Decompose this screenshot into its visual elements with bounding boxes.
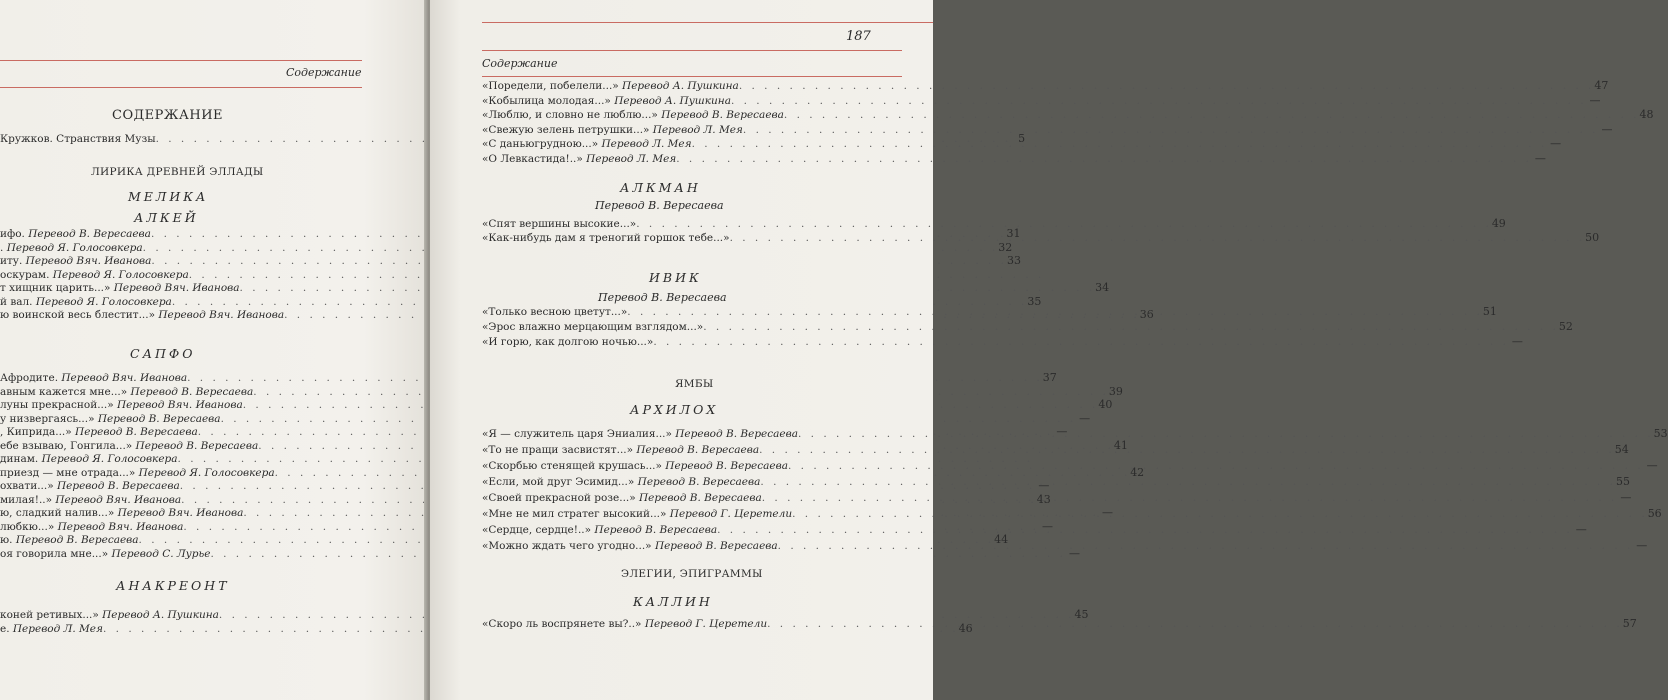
entry-text: «Поредели, побелели...»	[482, 80, 623, 92]
entry-text: у низвергаясь...»	[0, 412, 98, 425]
entry-translator: Перевод В. Вересаева	[28, 228, 151, 240]
entry-text: иту.	[0, 255, 26, 267]
entry-page: 32	[998, 240, 1013, 254]
entry-title	[0, 282, 240, 294]
entry-page: 48	[1639, 108, 1654, 121]
entry-title	[0, 623, 103, 635]
author-heading-arkhiloh: АРХИЛОХ	[630, 402, 719, 417]
entry-page: —	[1575, 523, 1587, 536]
entry-translator: Перевод Г. Церетели	[644, 618, 768, 630]
author-heading-ivik: ИВИК	[649, 270, 702, 285]
entry-page: 31	[1006, 227, 1021, 240]
entry-title	[482, 508, 792, 520]
entry-title	[0, 399, 243, 411]
entry-translator: Перевод С. Лурье	[111, 547, 211, 560]
entry-text: «Сердце, сердце!..»	[482, 524, 595, 536]
entry-text: ифо.	[0, 228, 29, 240]
entry-text: «Если, мой друг Эсимид...»	[482, 476, 638, 488]
entry-page: 33	[1007, 254, 1022, 267]
entry-translator: Перевод Я. Голосовкера	[6, 241, 143, 254]
toc-entry	[0, 269, 358, 281]
entry-text: «Скорбью стенящей крушась...»	[482, 460, 666, 472]
entry-translator: Перевод В. Вересаева	[636, 444, 760, 456]
entry-title	[482, 428, 798, 440]
author-heading-sappho: САПФО	[130, 346, 196, 361]
entry-page: 40	[1098, 398, 1113, 411]
entry-text: оя говорила мне...»	[0, 547, 112, 560]
toc-entry	[482, 122, 1613, 136]
entry-title	[482, 138, 692, 150]
entry-text: «Я — служитель царя Эниалия...»	[482, 428, 676, 440]
entry-translator: Перевод Л. Мея	[12, 623, 103, 635]
author-heading-anakreon: АНАКРЕОНТ	[116, 578, 230, 593]
entry-text: «Только весною цветут...»	[482, 306, 628, 318]
entry-title	[482, 524, 717, 536]
entry-page: 52	[1558, 320, 1573, 333]
entry-translator: Перевод В. Вересаева	[675, 428, 798, 440]
entry-translator: Перевод В. Вересаева	[75, 426, 198, 438]
entry-title	[482, 321, 703, 333]
entry-page: 5	[1018, 132, 1026, 145]
entry-translator: Перевод А. Пушкина	[102, 609, 219, 621]
running-head: Содержание	[482, 57, 558, 70]
entry-title	[0, 494, 181, 506]
entry-title	[0, 413, 221, 425]
entry-page: —	[1646, 459, 1658, 472]
toc-entry	[0, 608, 1089, 621]
header-rule-top	[0, 60, 362, 61]
entry-translator: Перевод Вяч. Иванова	[117, 399, 243, 411]
toc-entry	[0, 240, 1013, 254]
entry-page: 34	[1095, 281, 1110, 294]
entry-text: т хищник царить...»	[0, 282, 114, 294]
entry-translator: Перевод А. Пушкина	[614, 94, 731, 107]
toc-entry	[482, 93, 1601, 107]
entry-text: «Как-нибудь дам я треногий горшок тебе...»	[482, 232, 730, 244]
entry-page: 43	[1036, 492, 1051, 506]
entry-translator: Перевод Я. Голосовкера	[138, 466, 275, 479]
entry-title	[482, 124, 743, 136]
author-heading-kallin: КАЛЛИН	[633, 594, 713, 609]
entry-text: «Свежую зелень петрушки...»	[482, 123, 653, 136]
entry-page: —	[1589, 93, 1601, 107]
entry-translator: Перевод В. Вересаева	[57, 480, 180, 492]
entry-title	[0, 296, 172, 308]
entry-page: 55	[1615, 475, 1630, 488]
entry-page: —	[1550, 137, 1562, 150]
toc-entry	[482, 335, 1523, 348]
entry-title	[482, 218, 636, 230]
entry-page: —	[1101, 506, 1113, 519]
entry-translator: Перевод В. Вересаева	[135, 439, 259, 452]
entry-translator: Перевод В. Вересаева	[661, 109, 784, 121]
entry-translator: Перевод Вяч. Иванова	[113, 282, 240, 294]
header-rule-mid	[482, 50, 902, 51]
entry-text: «О Левкастида!..»	[482, 152, 587, 165]
toc-entry	[0, 411, 1091, 425]
entry-page: —	[1620, 491, 1632, 504]
entry-translator: Перевод В. Вересаева	[654, 540, 778, 552]
entry-text: любкю...»	[0, 520, 58, 533]
toc-entry	[482, 137, 1562, 150]
entry-page: 56	[1647, 507, 1662, 520]
entry-translator: Перевод Вяч. Иванова	[61, 372, 188, 384]
entry-text: ю.	[0, 534, 16, 546]
entry-text: «Можно ждать чего угодно...»	[482, 540, 655, 552]
entry-title	[0, 372, 187, 384]
header-rule-top	[482, 22, 933, 23]
part-heading: ЛИРИКА ДРЕВНЕЙ ЭЛЛАДЫ	[91, 166, 264, 178]
entry-title	[0, 521, 183, 533]
entry-text: е.	[0, 623, 13, 635]
entry-text: приезд — мне отрада...»	[0, 466, 139, 479]
entry-title	[482, 232, 730, 244]
entry-text: «Мне не мил стратег высокий...»	[482, 508, 670, 520]
entry-page: 42	[1130, 465, 1145, 479]
entry-title	[482, 95, 731, 107]
entry-title	[0, 609, 219, 621]
entry-page: 39	[1108, 384, 1123, 398]
entry-title	[482, 460, 788, 472]
entry-page: 47	[1594, 79, 1609, 92]
toc-entry	[482, 217, 1506, 230]
entry-translator: Перевод Л. Мея	[652, 123, 743, 136]
entry-title	[482, 109, 784, 121]
page-number: 187	[846, 29, 871, 44]
alkman-translator: Перевод В. Вересаева	[595, 199, 724, 212]
entry-title	[482, 492, 762, 504]
entry-page: 44	[994, 533, 1009, 546]
author-heading-alkman: АЛКМАН	[620, 180, 701, 195]
section-heading-elegies: ЭЛЕГИИ, ЭПИГРАММЫ	[621, 568, 763, 580]
entry-text: «Своей прекрасной розе...»	[482, 492, 640, 504]
entry-title: Кружков. Странствия Музы	[0, 133, 156, 145]
entry-page: —	[1041, 519, 1053, 533]
entry-translator: Перевод В. Вересаева	[15, 534, 139, 546]
entry-page: 51	[1482, 305, 1497, 318]
entry-title	[0, 426, 198, 438]
section-heading-iambs: ЯМБЫ	[675, 378, 714, 390]
entry-translator: Перевод Г. Церетели	[669, 508, 793, 520]
entry-text: ебе взываю, Гонгила...»	[0, 439, 136, 452]
entry-text: й вал.	[0, 295, 36, 308]
entry-page: —	[1079, 411, 1091, 425]
toc-entry	[482, 151, 1546, 165]
entry-text: ю воинской весь блестит...»	[0, 309, 159, 321]
entry-translator: Перевод Вяч. Иванова	[25, 255, 152, 267]
entry-page: 46	[958, 622, 973, 635]
toc-entry	[482, 79, 1609, 92]
toc-entry	[482, 523, 1587, 536]
entry-translator: Перевод В. Вересаева	[594, 524, 718, 536]
entry-translator: Перевод Я. Голосовкера	[41, 453, 178, 465]
entry-title	[482, 444, 759, 456]
running-head: Содержание	[286, 66, 362, 79]
entry-page: —	[1511, 335, 1523, 348]
toc-entry	[482, 507, 1662, 520]
entry-translator: Перевод В. Вересаева	[665, 460, 788, 472]
entry-title	[0, 507, 243, 519]
entry-title	[482, 80, 739, 92]
entry-page: 36	[1139, 308, 1154, 321]
entry-translator: Перевод Я. Голосовкера	[52, 268, 189, 281]
entry-page: —	[1038, 479, 1050, 492]
entry-page: —	[1601, 122, 1613, 136]
entry-translator: Перевод Л. Мея	[586, 152, 677, 165]
entry-title	[482, 618, 767, 630]
header-rule-bottom	[482, 76, 902, 77]
entry-title	[482, 153, 676, 165]
entry-page: 49	[1491, 217, 1506, 230]
entry-translator: Перевод Вяч. Иванова	[117, 507, 244, 519]
entry-page: 35	[1027, 294, 1042, 308]
entry-translator: Перевод Я. Голосовкера	[35, 295, 172, 308]
entry-text: «С даньюгрудною...»	[482, 138, 602, 150]
entry-page: —	[1636, 539, 1648, 552]
entry-title	[0, 228, 151, 240]
entry-translator: Перевод В. Вересаева	[639, 492, 762, 504]
header-rule-bottom	[0, 87, 362, 88]
entry-text: коней ретивых...»	[0, 609, 103, 621]
toc-entry	[482, 108, 1654, 121]
entry-title	[482, 336, 653, 348]
entry-title	[0, 309, 284, 321]
entry-page: 57	[1622, 617, 1637, 630]
entry-title	[0, 467, 275, 479]
contents-title: СОДЕРЖАНИЕ	[112, 108, 224, 123]
entry-title	[0, 440, 258, 452]
ivik-translator: Перевод В. Вересаева	[598, 291, 727, 304]
entry-title	[482, 476, 760, 488]
entry-text: «И горю, как долгою ночью...»	[482, 336, 654, 348]
entry-text: оскурам.	[0, 268, 53, 281]
entry-text: авным кажется мне...»	[0, 385, 131, 398]
entry-text: Афродите.	[0, 372, 62, 384]
toc-entry	[0, 281, 1110, 294]
entry-text: «То не пращи засвистят...»	[482, 444, 637, 456]
entry-text: «Люблю, и словно не люблю...»	[482, 109, 662, 121]
toc-entry	[482, 427, 1668, 440]
entry-page: 37	[1042, 371, 1057, 384]
entry-title	[0, 242, 143, 254]
entry-page: 41	[1113, 438, 1128, 452]
entry-translator: Перевод Вяч. Иванова	[158, 309, 285, 321]
entry-translator: Перевод Вяч. Иванова	[57, 520, 184, 533]
entry-text: охвати...»	[0, 480, 57, 492]
entry-title	[0, 534, 139, 546]
entry-translator: Перевод Вяч. Иванова	[55, 493, 182, 506]
toc-entry	[482, 320, 1573, 333]
entry-translator: Перевод Л. Мея	[601, 138, 692, 150]
entry-title	[0, 255, 151, 267]
toc-entry	[482, 475, 1630, 488]
entry-page: 53	[1653, 427, 1668, 440]
entry-text: «Скоро ль воспрянете вы?..»	[482, 618, 645, 630]
entry-text: «Эрос влажно мерцающим взглядом...»	[482, 321, 704, 333]
entry-translator: Перевод А. Пушкина	[622, 80, 739, 92]
entry-translator: Перевод В. Вересаева	[637, 476, 761, 488]
entry-text: милая!..»	[0, 493, 56, 506]
entry-text: «Кобылица молодая...»	[482, 94, 615, 107]
entry-translator: Перевод В. Вересаева	[97, 412, 221, 425]
toc-entry	[0, 453, 358, 465]
genre-heading: МЕЛИКА	[128, 189, 209, 204]
entry-text: ю, сладкий налив...»	[0, 507, 118, 519]
entry-text: динам.	[0, 453, 42, 465]
entry-title	[0, 386, 253, 398]
entry-page: —	[1069, 546, 1081, 560]
entry-title	[482, 540, 778, 552]
entry-text: «Спят вершины высокие...»	[482, 218, 637, 230]
entry-title	[482, 306, 627, 318]
entry-page: —	[1056, 425, 1068, 438]
entry-page: 54	[1614, 443, 1629, 456]
entry-page: 50	[1585, 231, 1600, 244]
entry-text: , Киприда...»	[0, 426, 76, 438]
entry-text: .	[0, 241, 7, 254]
entry-title	[0, 269, 189, 281]
entry-page: 45	[1074, 608, 1089, 621]
entry-text: луны прекрасной...»	[0, 399, 117, 411]
entry-title	[0, 480, 180, 492]
toc-entry	[0, 254, 1022, 267]
entry-page: —	[1534, 151, 1546, 165]
entry-translator: Перевод В. Вересаева	[130, 385, 254, 398]
entry-title	[0, 453, 178, 465]
entry-title	[0, 548, 210, 560]
author-heading-alkey: АЛКЕЙ	[134, 210, 199, 225]
